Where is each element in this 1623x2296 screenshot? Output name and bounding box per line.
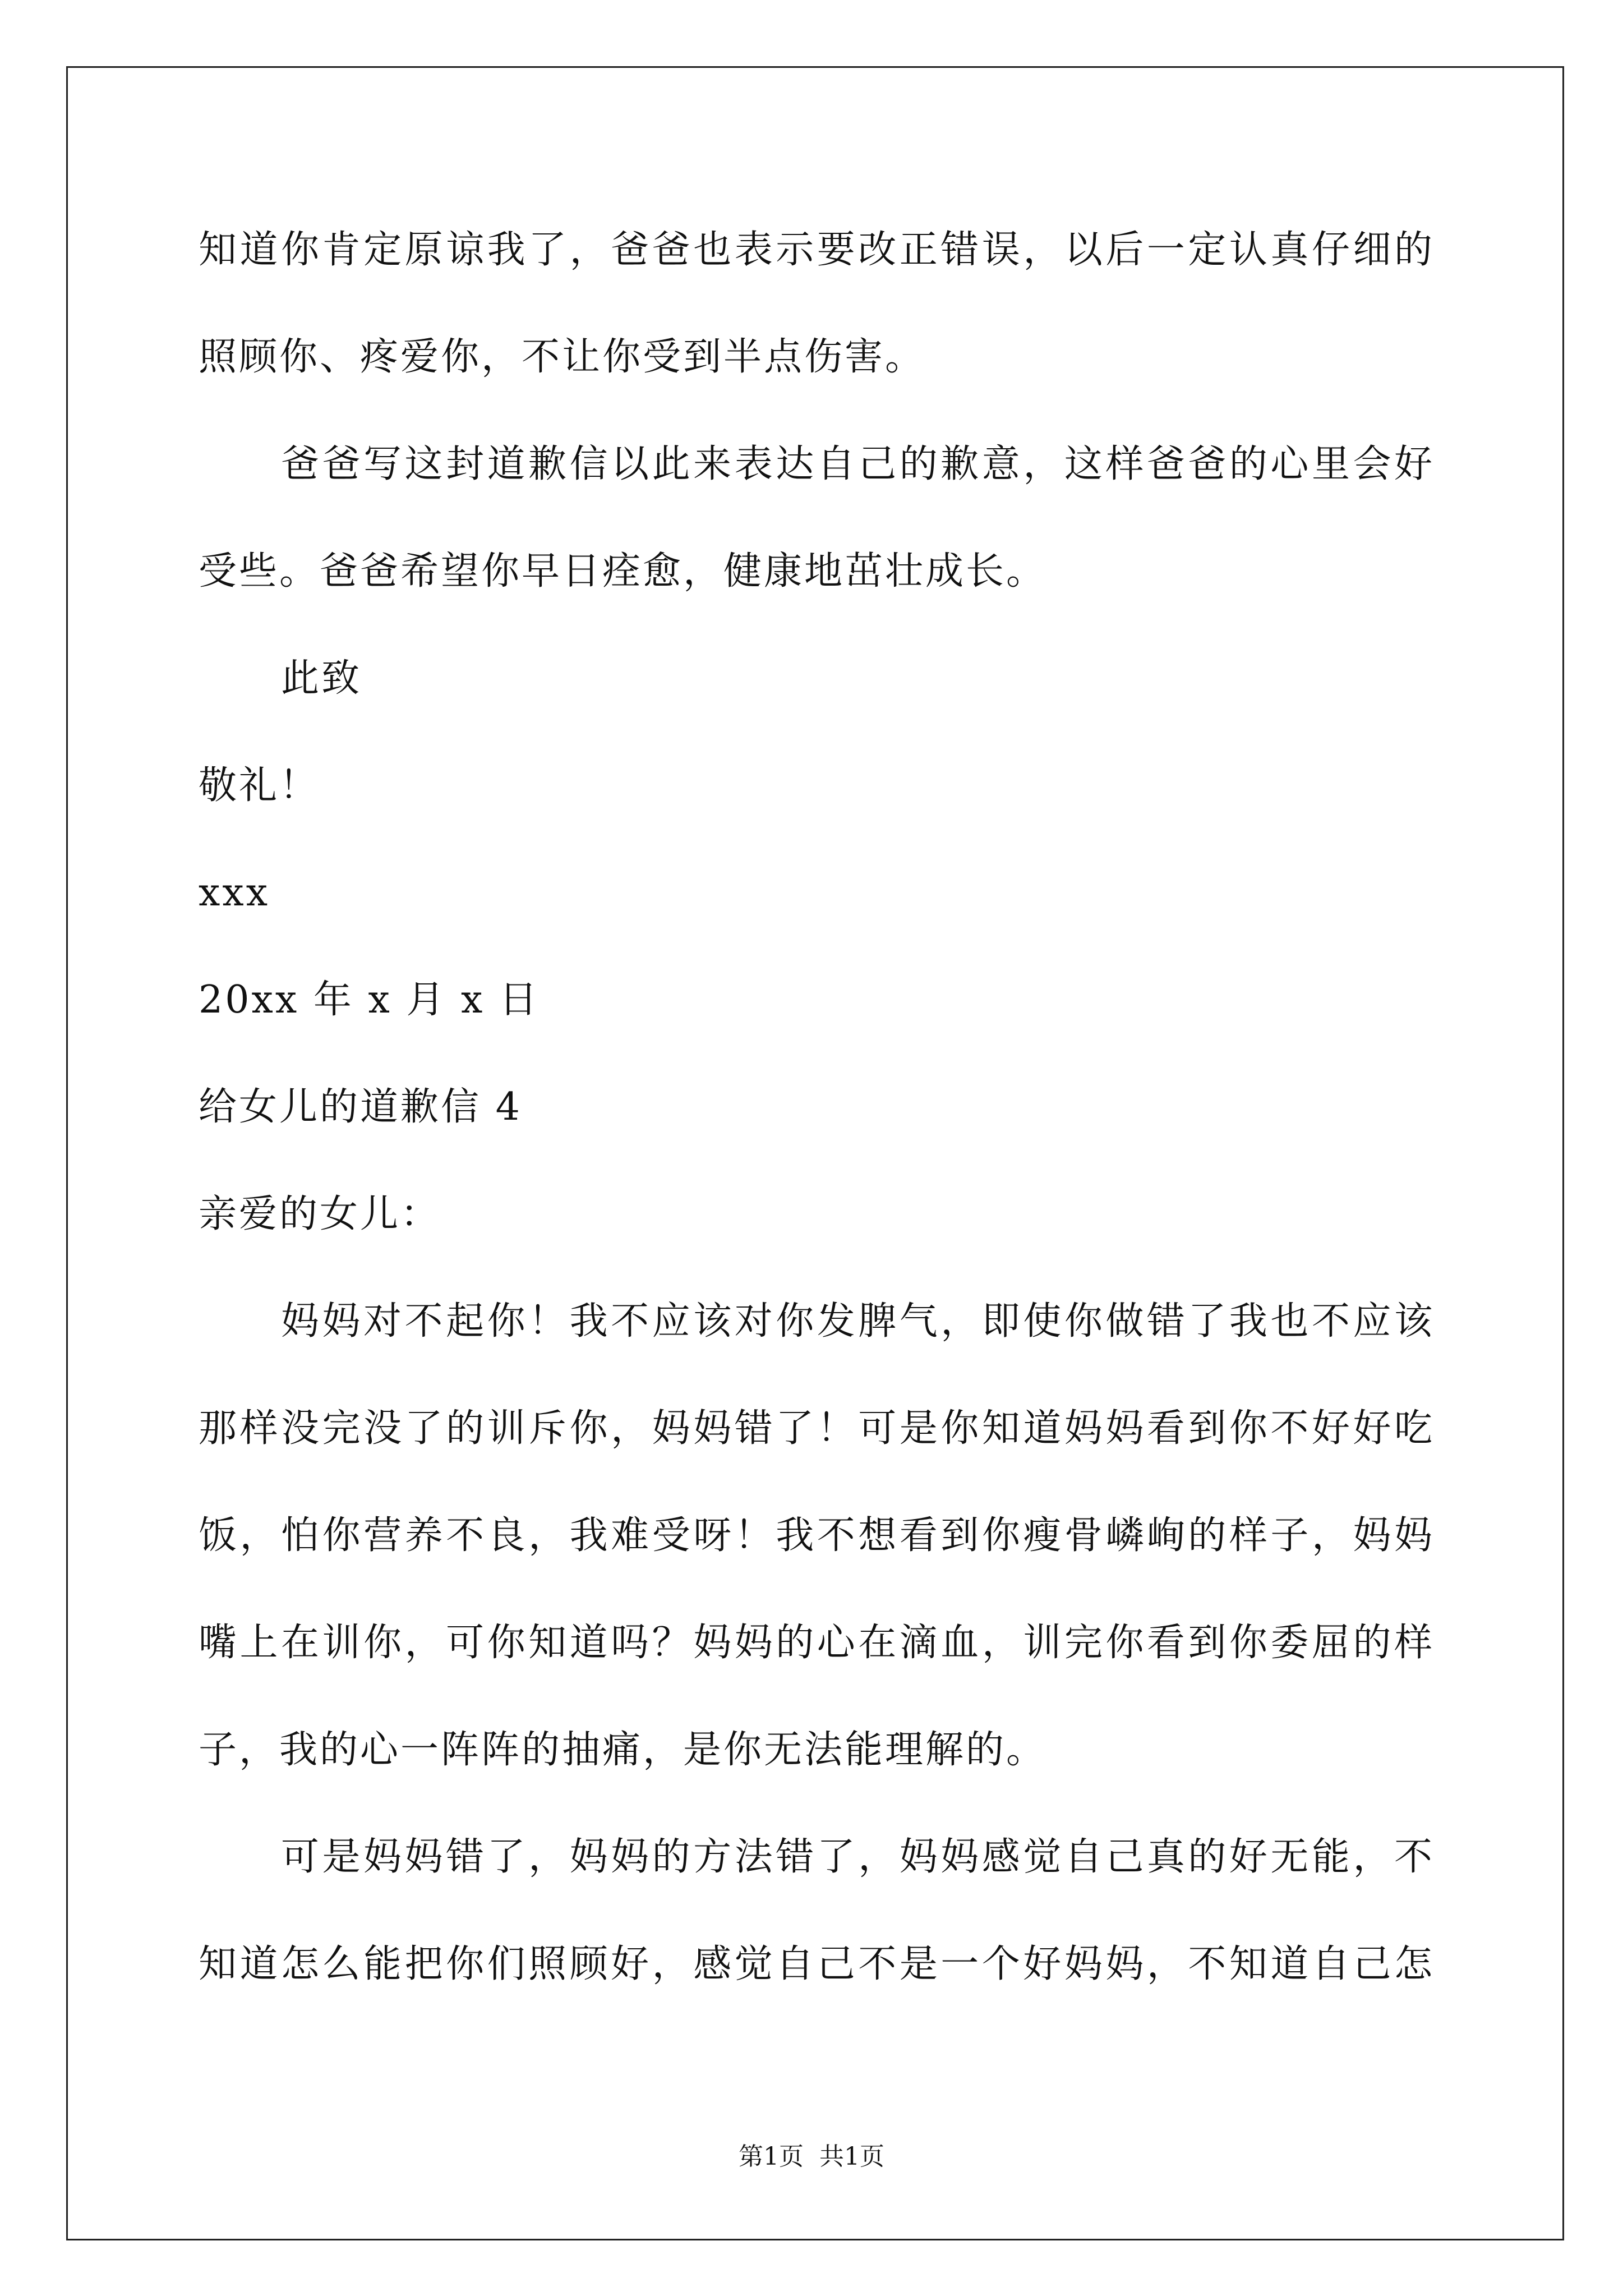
paragraph-line: 受些。爸爸希望你早日痊愈，健康地茁壮成长。 — [199, 549, 1047, 593]
page-number-footer: 第1页 共1页 — [739, 2142, 884, 2171]
paragraph-line: 照顾你、疼爱你，不让你受到半点伤害。 — [199, 335, 926, 379]
closing-phrase: 此致 — [281, 656, 362, 701]
signature: xxx — [199, 871, 270, 915]
paragraph-line: 妈妈对不起你！我不应该对你发脾气，即使你做错了我也不应该 — [281, 1299, 1435, 1343]
salutation: 亲爱的女儿： — [199, 1192, 441, 1236]
paragraph-line: 子，我的心一阵阵的抽痛，是你无法能理解的。 — [199, 1728, 1047, 1772]
paragraph-line: 饭，怕你营养不良，我难受呀！我不想看到你瘦骨嶙峋的样子，妈妈 — [199, 1513, 1435, 1558]
letter-date: 20xx 年 x 月 x 日 — [199, 978, 540, 1022]
paragraph-line: 爸爸写这封道歉信以此来表达自己的歉意，这样爸爸的心里会好 — [281, 442, 1435, 486]
paragraph-line: 知道怎么能把你们照顾好，感觉自己不是一个好妈妈，不知道自己怎 — [199, 1942, 1435, 1986]
closing-salute: 敬礼！ — [199, 763, 320, 808]
document-body — [199, 196, 1435, 2018]
paragraph-line: 知道你肯定原谅我了，爸爸也表示要改正错误，以后一定认真仔细的 — [199, 228, 1435, 272]
paragraph-line: 那样没完没了的训斥你，妈妈错了！可是你知道妈妈看到你不好好吃 — [199, 1406, 1435, 1451]
paragraph-line: 可是妈妈错了，妈妈的方法错了，妈妈感觉自己真的好无能，不 — [281, 1835, 1435, 1879]
paragraph-line: 嘴上在训你，可你知道吗？妈妈的心在滴血，训完你看到你委屈的样 — [199, 1621, 1435, 1665]
letter-title: 给女儿的道歉信 4 — [199, 1085, 522, 1129]
